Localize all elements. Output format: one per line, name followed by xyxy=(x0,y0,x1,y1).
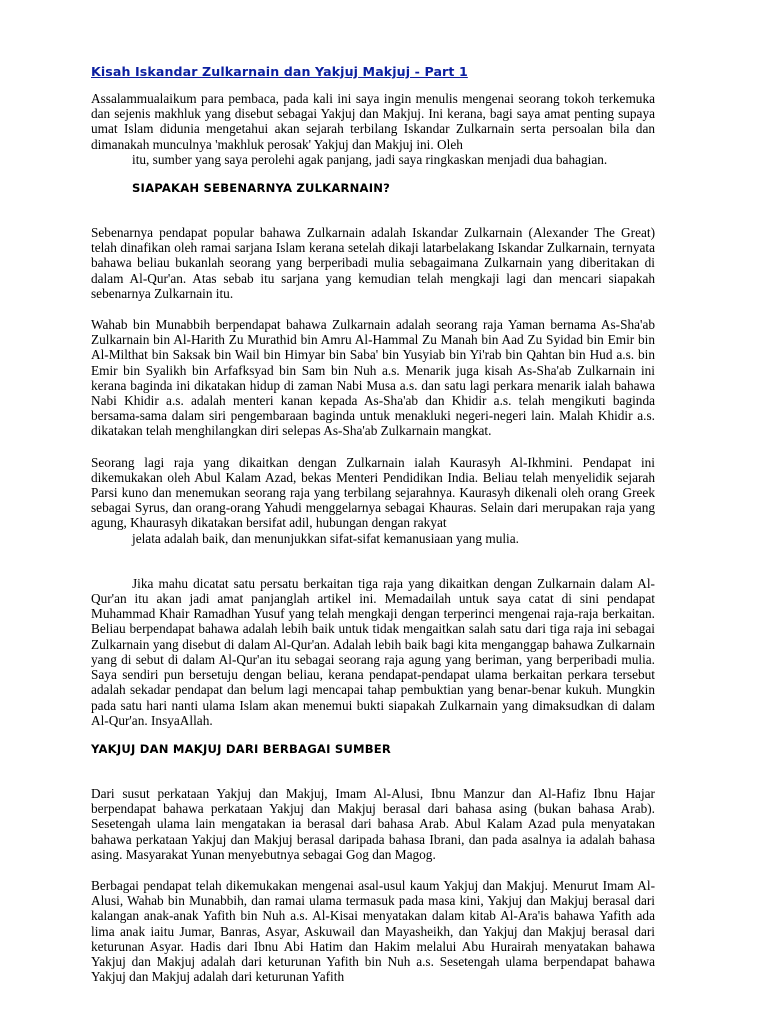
paragraph-origins: Berbagai pendapat telah dikemukakan mengenai asal-usul kaum Yakjuj dan Makjuj. Menurut Imam Al-Alusi, Wahab bin Munabbih, dan ramai ulama termasuk pada masa kini, Yakjuj dan Makjuj berasal dari kalangan anak-anak Yafith bin Nuh a.s. Al-Kisai menyatakan dalam kitab Al-Ara'is bahawa Yafith ada lima anak iaitu Jumar, Banras, Asyar, Askuwail dan Mayasheikh, dan Yakjuj dan Makjuj berasal dari keturunan Asyar. Hadis dari Ibnu Abi Hatim dan Hakim melalui Abu Hurairah menyatakan bahawa Yakjuj dan Makjuj adalah dari keturunan Yafith bin Nuh a.s. Sesetengah ulama berpendapat bahawa Yakjuj dan Makjuj adalah dari keturunan Yafith xyxy=(91,877,655,985)
paragraph-etymology: Dari susut perkataan Yakjuj dan Makjuj, Imam Al-Alusi, Ibnu Manzur dan Al-Hafiz Ibnu Hajar berpendapat bahawa perkataan Yakjuj dan Makjuj berasal dari bahasa asing (bukan bahasa Arab). Sesetengah ulama lain mengatakan ia berasal dari bahasa Arab. Abul Kalam Azad pula menyatakan bahawa perkataan Yakjuj dan Makjuj berasal daripada bahasa Ibrani, dan pada asalnya ia adalah bahasa asing. Masyarakat Yunan menyebutnya sebagai Gog dan Magog. xyxy=(91,785,655,862)
paragraph-popular-opinion: Sebenarnya pendapat popular bahawa Zulkarnain adalah Iskandar Zulkarnain (Alexander The Great) telah dinafikan oleh ramai sarjana Islam kerana setelah dikaji latarbelakang Iskandar Zulkarnain, ternyata bahawa beliau bukanlah seorang yang berperibadi mulia sebagaimana Zulkarnain yang diberitakan di dalam Al-Qur'an. Atas sebab itu sarjana yang kemudian telah mengkaji lagi dan mencari siapakah sebenarnya Zulkarnain itu. xyxy=(91,225,655,301)
paragraph-intro-end xyxy=(91,152,655,167)
paragraph-three-kings: Jika mahu dicatat satu persatu berkaitan tiga raja yang dikaitkan dengan Zulkarnain dalam Al-Qur'an itu akan jadi amat panjanglah artikel ini. Memadailah untuk saya catat di sini pendapat Muhammad Khair Ramadhan Yusuf yang telah mengkaji dengan terperinci mengenai raja-raja berkaitan. Beliau berpendapat bahawa adalah lebih baik untuk tidak mengaitkan salah satu dari tiga raja ini sebagai Zulkarnain yang disebut di dalam Al-Qur'an. Adalah lebih baik bagi kita menganggap bahawa Zulkarnain yang di sebut di dalam Al-Qur'an itu sebagai seorang raja agung yang beriman, yang berperibadi mulia. Saya sendiri pun bersetuju dengan beliau, kerana pendapat-pendapat ulama berkaitan perkara tersebut adalah sekadar pendapat dan belum lagi mencapai tahap pembuktian yang benar-benar kukuh. Mungkin pada satu hari nanti ulama Islam akan menemui bukti siapakah Zulkarnain yang dimaksudkan di dalam Al-Qur'an. InsyaAllah. xyxy=(91,575,655,728)
paragraph-intro: Assalammualaikum para pembaca, pada kali ini saya ingin menulis mengenai seorang tokoh terkemuka dan sejenis makhluk yang disebut sebagai Yakjuj dan Makjuj. Ini kerana, bagi saya amat penting supaya umat Islam didunia mengetahui akan sejarah terbilang Iskandar Zulkarnain serta persoalan bila dan dimanakah munculnya 'makhluk perosak' Yakjuj dan Makjuj ini. Oleh xyxy=(91,91,655,152)
paragraph-kaurasyh-end-text: jelata adalah baik, dan menunjukkan sifat-sifat kemanusiaan yang mulia. xyxy=(132,530,519,546)
paragraph-intro-end-text: itu, sumber yang saya perolehi agak panjang, jadi saya ringkaskan menjadi dua bahagian. xyxy=(132,151,608,167)
paragraph-wahab: Wahab bin Munabbih berpendapat bahawa Zulkarnain adalah seorang raja Yaman bernama As-Sha'ab Zulkarnain bin Al-Harith Zu Murathid bin Amru Al-Hammal Zu Manah bin Aad Zu Syidad bin Emir bin Al-Milthat bin Saksak bin Wail bin Himyar bin Saba' bin Yusyiab bin Yi'rab bin Qahtan bin Hud a.s. bin Emir bin Syalikh bin Arfafksyad bin Sam bin Nuh a.s. Menarik juga kisah As-Sha'ab Zulkarnain ini kerana baginda ini dikatakan hidup di zaman Nabi Musa a.s. dan satu lagi perkara menarik ialah bahawa Nabi Khidir a.s. adalah menteri kanan kepada As-Sha'ab dan Khidir a.s. telah mengikuti baginda bersama-sama dalam siri pengembaraan baginda untuk menakluki negeri-negeri lain. Malah Khidir a.s. dikatakan telah menghilangkan diri selepas As-Sha'ab Zulkarnain mangkat. xyxy=(91,317,655,439)
document-page xyxy=(91,64,655,984)
paragraph-kaurasyh-end xyxy=(91,531,655,546)
paragraph-kaurasyh: Seorang lagi raja yang dikaitkan dengan Zulkarnain ialah Kaurasyh Al-Ikhmini. Pendapat ini dikemukakan oleh Abul Kalam Azad, bekas Menteri Pendidikan India. Beliau telah menyelidik sejarah Parsi kuno dan menemukan seorang raja yang terbilang sejarahnya. Kaurasyh dikenali oleh orang Greek sebagai Syrus, dan orang-orang Yahudi menggelarnya sebagai Khauras. Selain dari merupakan raja yang agung, Khaurasyh dikatakan bersifat adil, hubungan dengan rakyat xyxy=(91,454,655,531)
article-title-link[interactable]: Kisah Iskandar Zulkarnain dan Yakjuj Makjuj - Part 1 xyxy=(91,64,468,79)
section-heading-zulkarnain: SIAPAKAH SEBENARNYA ZULKARNAIN? xyxy=(132,181,391,196)
section-heading-yakjuj: YAKJUJ DAN MAKJUJ DARI BERBAGAI SUMBER xyxy=(91,741,392,756)
